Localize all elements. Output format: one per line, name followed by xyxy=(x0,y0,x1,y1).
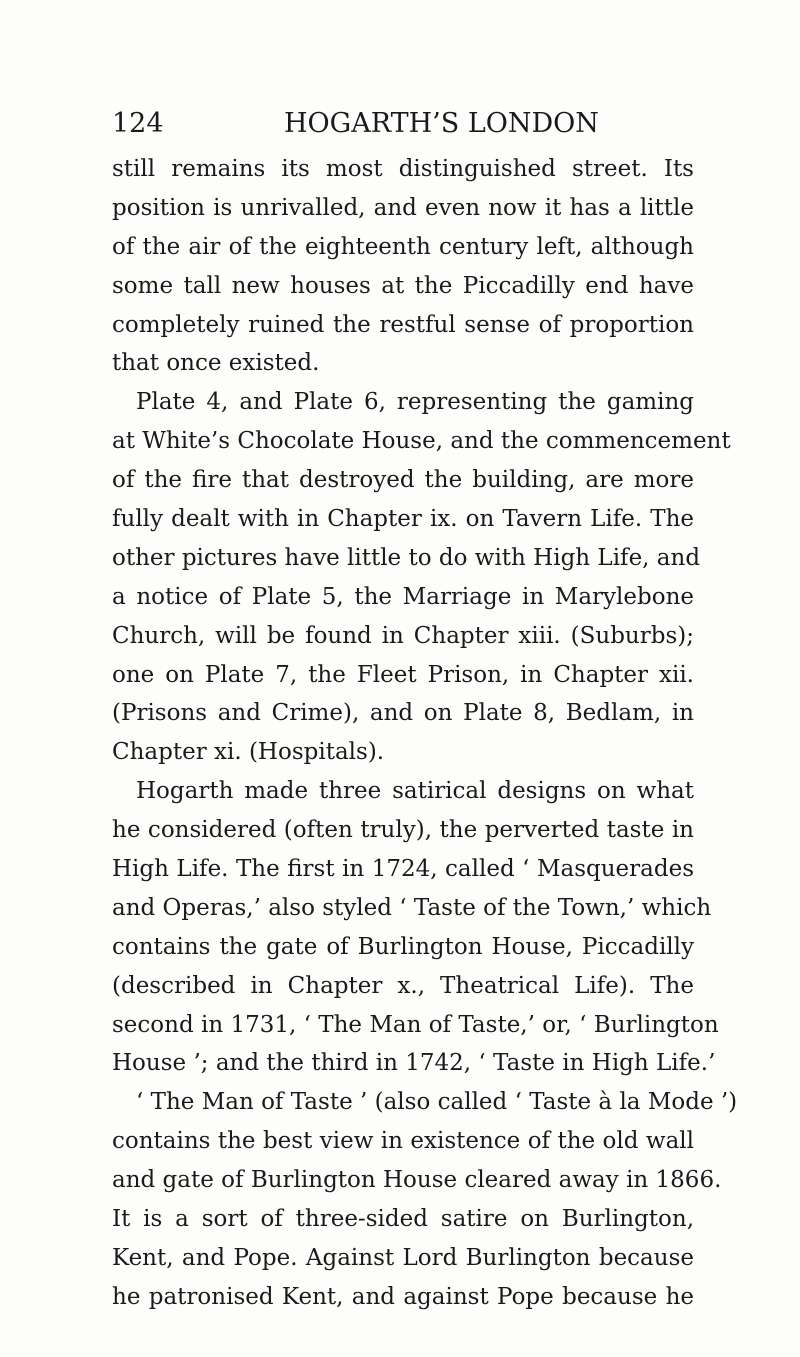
text-line: second in 1731, ‘ The Man of Taste,’ or, ‘ Burlington xyxy=(112,1011,719,1038)
text-line: still remains its most distinguished street. Its xyxy=(112,156,694,182)
page-number: 124 xyxy=(112,108,164,139)
text-line: that once existed. xyxy=(112,350,320,377)
text-line: other pictures have little to do with High Life, and xyxy=(112,544,701,571)
text-line: It is a sort of three-sided satire on Burlington, xyxy=(112,1206,694,1233)
text-line: position is unrivalled, and even now it has a little xyxy=(112,194,694,221)
text-line: of the air of the eighteenth century left, although xyxy=(112,233,694,260)
text-line: a notice of Plate 5, the Marriage in Marylebone xyxy=(112,583,694,610)
text-line: at White’s Chocolate House, and the commencement xyxy=(112,428,731,455)
text-line: he patronised Kent, and against Pope because he xyxy=(112,1283,694,1310)
text-line: he considered (often truly), the perverted taste in xyxy=(112,817,694,844)
text-line: House ’; and the third in 1742, ‘ Taste in High Life.’ xyxy=(112,1050,716,1077)
text-line: fully dealt with in Chapter ix. on Tavern Life. The xyxy=(112,506,694,533)
text-line: Church, will be found in Chapter xiii. (Suburbs); xyxy=(112,622,694,649)
text-line: (Prisons and Crime), and on Plate 8, Bedlam, in xyxy=(112,700,694,727)
text-line: High Life. The first in 1724, called ‘ Masquerades xyxy=(112,856,694,883)
text-line: contains the best view in existence of the old wall xyxy=(112,1128,694,1155)
text-line: (described in Chapter x., Theatrical Life). The xyxy=(112,972,694,999)
text-line: ‘ The Man of Taste ’ (also called ‘ Taste à la Mode ’) xyxy=(136,1089,738,1116)
page-header xyxy=(112,104,692,144)
text-line: Hogarth made three satirical designs on what xyxy=(136,778,694,805)
text-line: Plate 4, and Plate 6, representing the gaming xyxy=(136,389,694,416)
text-line: Chapter xi. (Hospitals). xyxy=(112,739,385,766)
text-line: some tall new houses at the Piccadilly end have xyxy=(112,272,694,299)
text-line: completely ruined the restful sense of proportion xyxy=(112,311,694,338)
text-line: one on Plate 7, the Fleet Prison, in Chapter xii. xyxy=(112,661,694,688)
text-line: and Operas,’ also styled ‘ Taste of the Town,’ which xyxy=(112,894,712,921)
text-line: contains the gate of Burlington House, Piccadilly xyxy=(112,933,694,960)
running-head: HOGARTH’S LONDON xyxy=(284,108,599,139)
text-line: and gate of Burlington House cleared away in 1866. xyxy=(112,1167,722,1194)
text-line: of the fire that destroyed the building, are more xyxy=(112,467,694,494)
body-text xyxy=(112,150,738,1317)
text-line: Kent, and Pope. Against Lord Burlington because xyxy=(112,1244,694,1271)
